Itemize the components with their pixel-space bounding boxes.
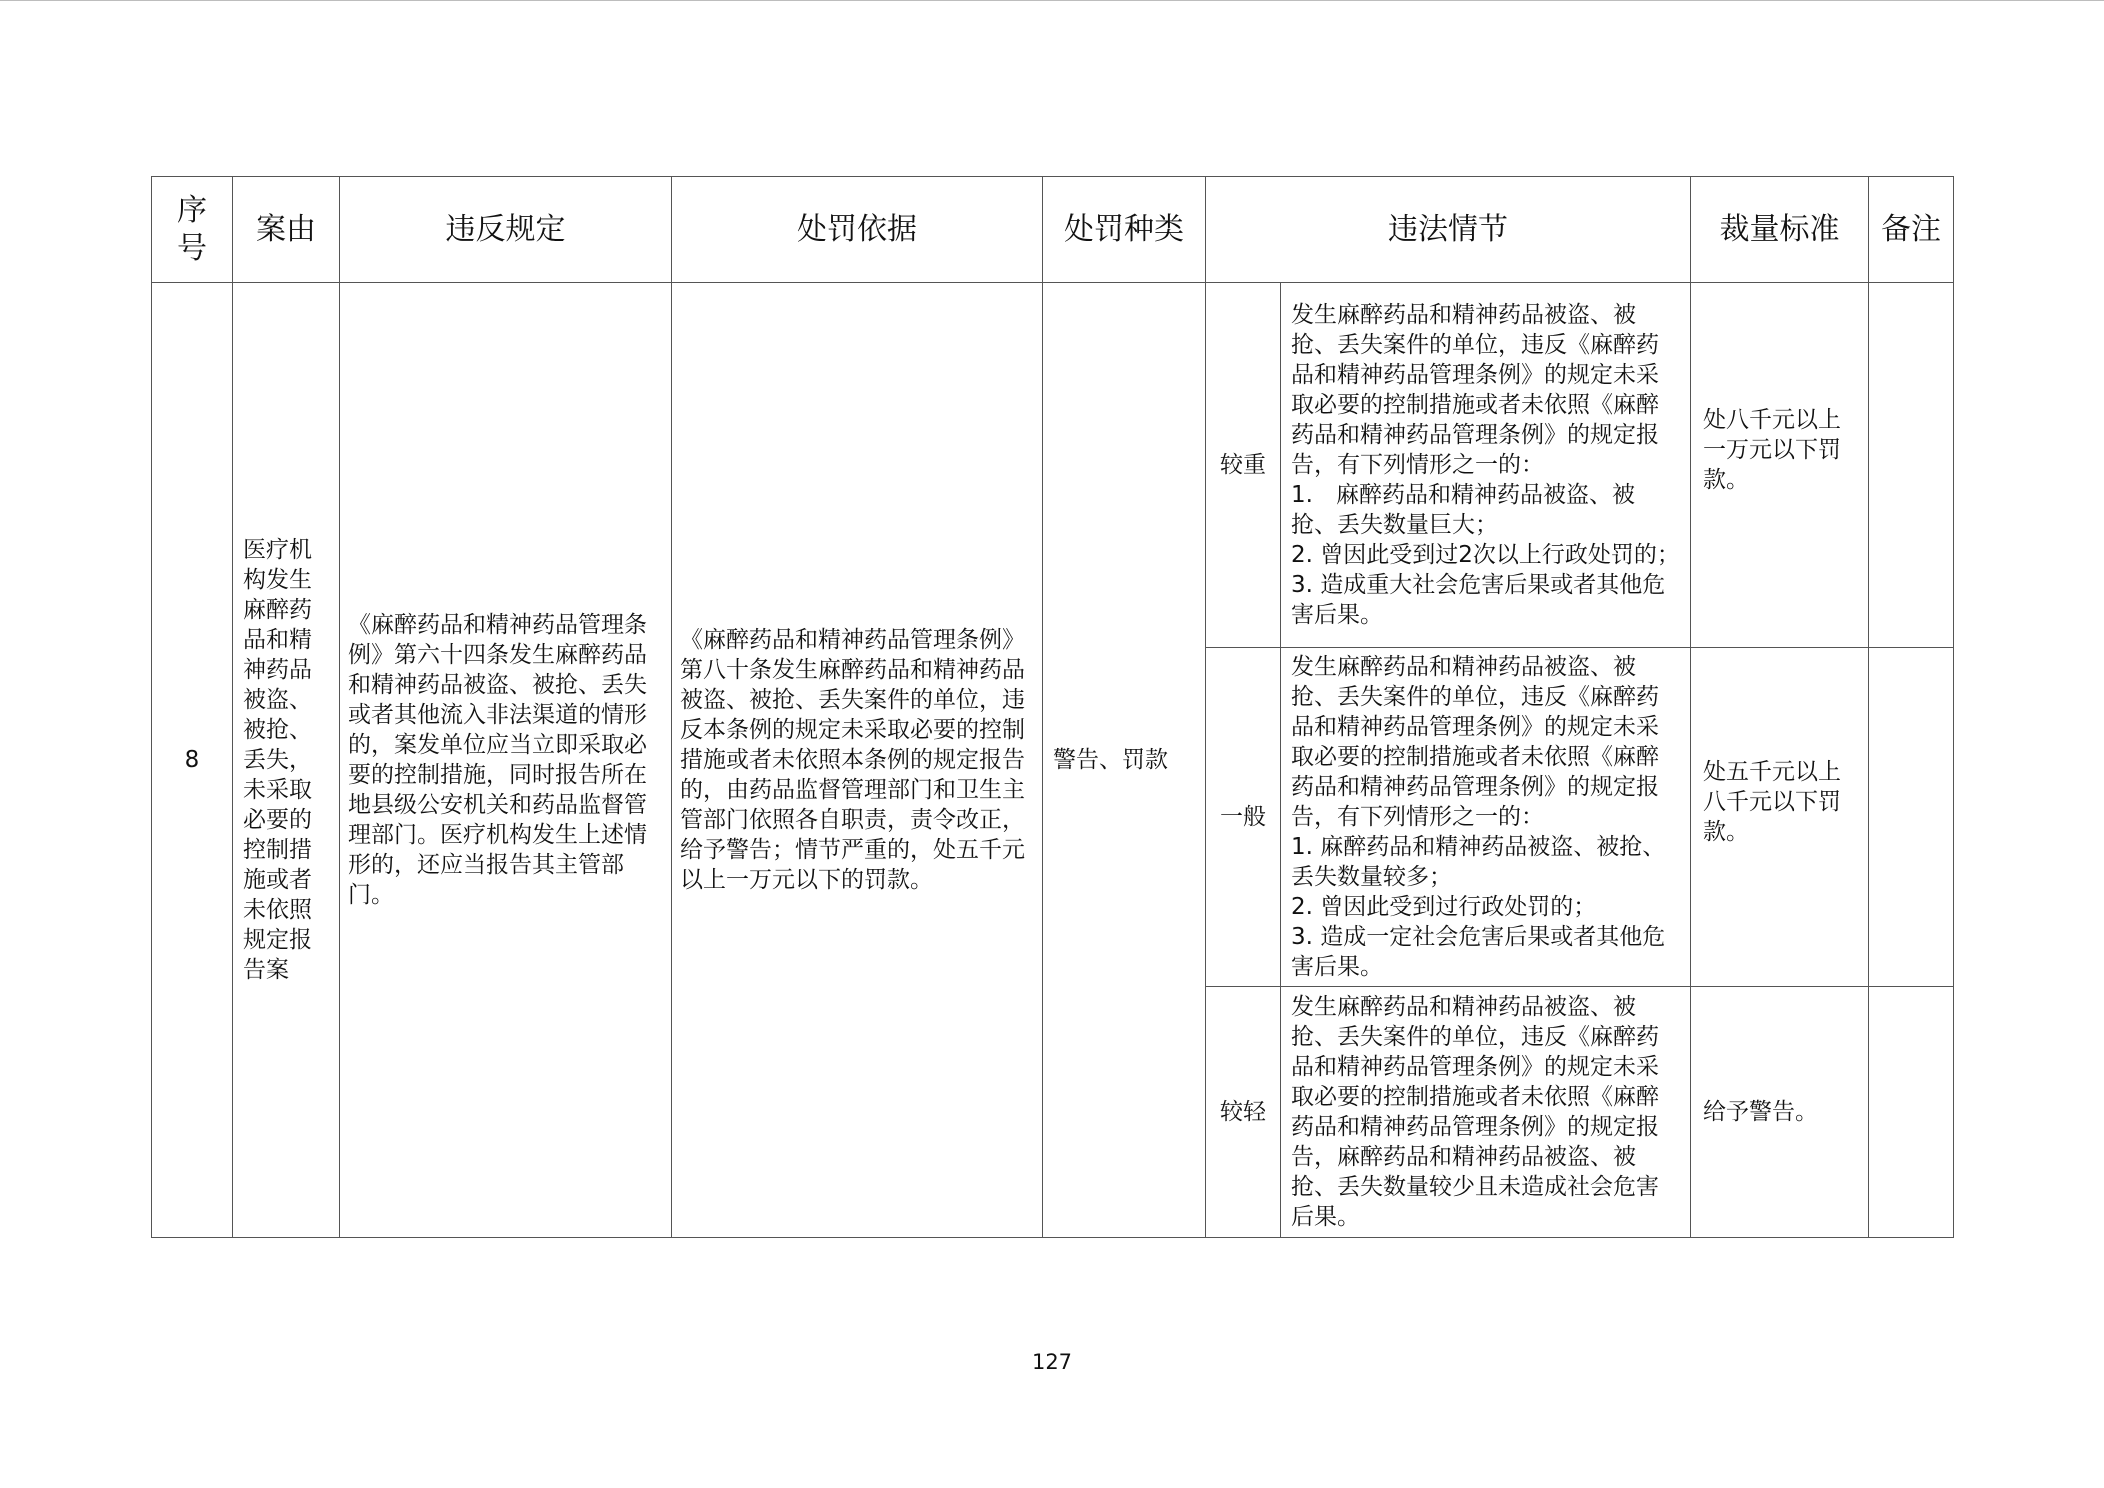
level-severe: 较重	[1206, 283, 1281, 648]
header-reason: 案由	[233, 177, 340, 283]
row-basis: 《麻醉药品和精神药品管理条例》第八十条发生麻醉药品和精神药品被盗、被抢、丢失案件的单位，违反本条例的规定未采取必要的控制措施或者未依照本条例的规定报告的，由药品监督管理部门和卫生主管部门依照各自职责，责令改正，给予警告；情节严重的，处五千元以上一万元以下的罚款。	[672, 283, 1043, 1238]
table-row	[152, 283, 1954, 648]
circumstance-item: 1. 麻醉药品和精神药品被盗、被抢、丢失数量较多；	[1291, 834, 1666, 890]
top-border-line	[0, 0, 2104, 1]
circumstance-minor	[1281, 987, 1691, 1238]
standard-text: 处五千元以上八千元以下罚款。	[1703, 759, 1841, 845]
circumstance-text: 发生麻醉药品和精神药品被盗、被抢、丢失案件的单位，违反《麻醉药品和精神药品管理条例》的规定未采取必要的控制措施或者未依照《麻醉药品和精神药品管理条例》的规定报告，有下列情形之一的：	[1291, 654, 1659, 830]
row-rule: 《麻醉药品和精神药品管理条例》第六十四条发生麻醉药品和精神药品被盗、被抢、丢失或者其他流入非法渠道的情形的，案发单位应当立即采取必要的控制措施，同时报告所在地县级公安机关和药品监督管理部门。医疗机构发生上述情形的，还应当报告其主管部门。	[340, 283, 672, 1238]
header-seq: 序号	[152, 177, 233, 283]
note-general	[1869, 648, 1954, 987]
header-circumstance: 违法情节	[1206, 177, 1691, 283]
circumstance-text: 发生麻醉药品和精神药品被盗、被抢、丢失案件的单位，违反《麻醉药品和精神药品管理条例》的规定未采取必要的控制措施或者未依照《麻醉药品和精神药品管理条例》的规定报告，麻醉药品和精神药品被盗、被抢、丢失数量较少且未造成社会危害后果。	[1291, 994, 1659, 1230]
header-standard: 裁量标准	[1691, 177, 1869, 283]
header-note: 备注	[1869, 177, 1954, 283]
penalty-discretion-table	[151, 176, 1954, 1238]
header-basis: 处罚依据	[672, 177, 1043, 283]
level-general: 一般	[1206, 648, 1281, 987]
header-row	[152, 177, 1954, 283]
standard-text: 给予警告。	[1703, 1099, 1818, 1125]
standard-minor	[1691, 987, 1869, 1238]
row-reason: 医疗机构发生麻醉药品和精神药品被盗、被抢、丢失，未采取必要的控制措施或者未依照规定报告案	[233, 283, 340, 1238]
circumstance-text: 发生麻醉药品和精神药品被盗、被抢、丢失案件的单位，违反《麻醉药品和精神药品管理条例》的规定未采取必要的控制措施或者未依照《麻醉药品和精神药品管理条例》的规定报告，有下列情形之一的：	[1291, 302, 1659, 478]
circumstance-item: 1. 麻醉药品和精神药品被盗、被抢、丢失数量巨大；	[1291, 482, 1635, 538]
standard-general	[1691, 648, 1869, 987]
row-penalty-type: 警告、罚款	[1043, 283, 1206, 1238]
circumstance-item: 2. 曾因此受到过2次以上行政处罚的；	[1291, 542, 1680, 568]
row-seq: 8	[152, 283, 233, 1238]
circumstance-severe	[1281, 283, 1691, 648]
header-type: 处罚种类	[1043, 177, 1206, 283]
level-minor: 较轻	[1206, 987, 1281, 1238]
note-minor	[1869, 987, 1954, 1238]
standard-severe	[1691, 283, 1869, 648]
header-rule: 违反规定	[340, 177, 672, 283]
standard-text: 处八千元以上一万元以下罚款。	[1703, 407, 1841, 493]
note-severe	[1869, 283, 1954, 648]
circumstance-general	[1281, 648, 1691, 987]
page-number: 127	[1031, 1350, 1073, 1374]
circumstance-item: 2. 曾因此受到过行政处罚的；	[1291, 894, 1597, 920]
circumstance-item: 3. 造成一定社会危害后果或者其他危害后果。	[1291, 924, 1666, 980]
circumstance-item: 3. 造成重大社会危害后果或者其他危害后果。	[1291, 572, 1666, 628]
